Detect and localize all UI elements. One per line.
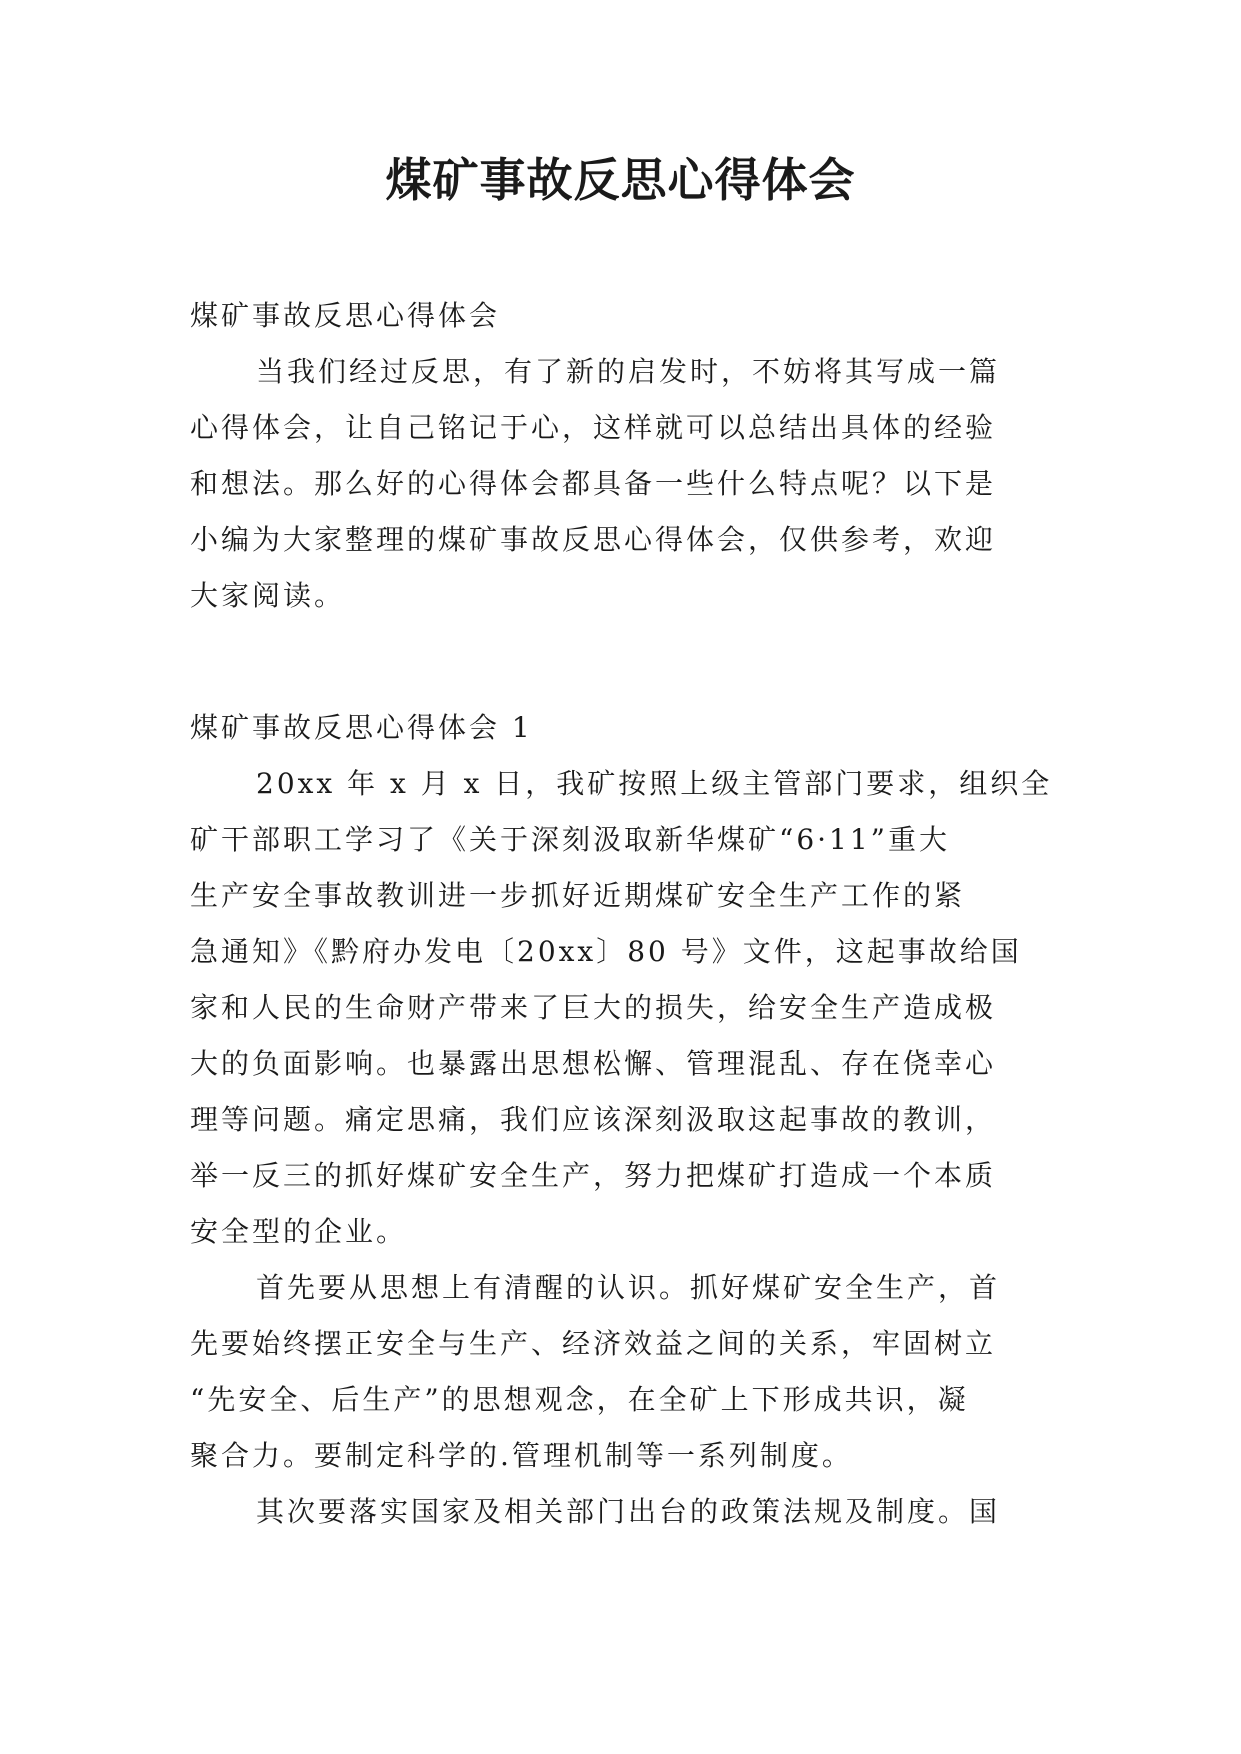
paragraph-line: 当我们经过反思，有了新的启发时，不妨将其写成一篇 [256,355,1001,388]
intro-section [190,288,1052,624]
paragraph-line: 家和人民的生命财产带来了巨大的损失，给安全生产造成极 [190,991,997,1024]
intro-paragraph [190,344,1052,624]
document-title: 煤矿事故反思心得体会 [385,153,856,207]
paragraph-line: 急通知》《黔府办发电〔20xx〕80 号》文件，这起事故给国 [190,935,1022,968]
paragraph-line: 其次要落实国家及相关部门出台的政策法规及制度。国 [256,1495,1001,1528]
paragraph-line: 聚合力。要制定科学的.管理机制等一系列制度。 [190,1439,853,1472]
section-1-heading: 煤矿事故反思心得体会 1 [190,711,533,744]
paragraph-line: 先要始终摆正安全与生产、经济效益之间的关系，牢固树立 [190,1327,997,1360]
section-1-paragraph-2 [190,1260,1052,1484]
paragraph-line: 20xx 年 x 月 x 日，我矿按照上级主管部门要求，组织全 [256,767,1053,800]
paragraph-line: 生产安全事故教训进一步抓好近期煤矿安全生产工作的紧 [190,879,966,912]
paragraph-line: 安全型的企业。 [190,1215,408,1248]
section-1-paragraph-1 [190,756,1052,1260]
paragraph-line: 理等问题。痛定思痛，我们应该深刻汲取这起事故的教训， [190,1103,997,1136]
paragraph-line: 首先要从思想上有清醒的认识。抓好煤矿安全生产，首 [256,1271,1001,1304]
paragraph-line: 举一反三的抓好煤矿安全生产，努力把煤矿打造成一个本质 [190,1159,997,1192]
paragraph-line: 大的负面影响。也暴露出思想松懈、管理混乱、存在侥幸心 [190,1047,997,1080]
section-1 [190,700,1052,1540]
paragraph-line: 小编为大家整理的煤矿事故反思心得体会，仅供参考，欢迎 [190,523,997,556]
section-1-paragraph-3 [190,1484,1052,1540]
paragraph-line: 大家阅读。 [190,579,346,612]
paragraph-line: 心得体会，让自己铭记于心，这样就可以总结出具体的经验 [190,411,997,444]
paragraph-line: 矿干部职工学习了《关于深刻汲取新华煤矿“6·11”重大 [190,823,950,856]
paragraph-line: “先安全、后生产”的思想观念，在全矿上下形成共识，凝 [190,1383,969,1416]
intro-heading: 煤矿事故反思心得体会 [190,299,501,332]
paragraph-line: 和想法。那么好的心得体会都具备一些什么特点呢？以下是 [190,467,997,500]
